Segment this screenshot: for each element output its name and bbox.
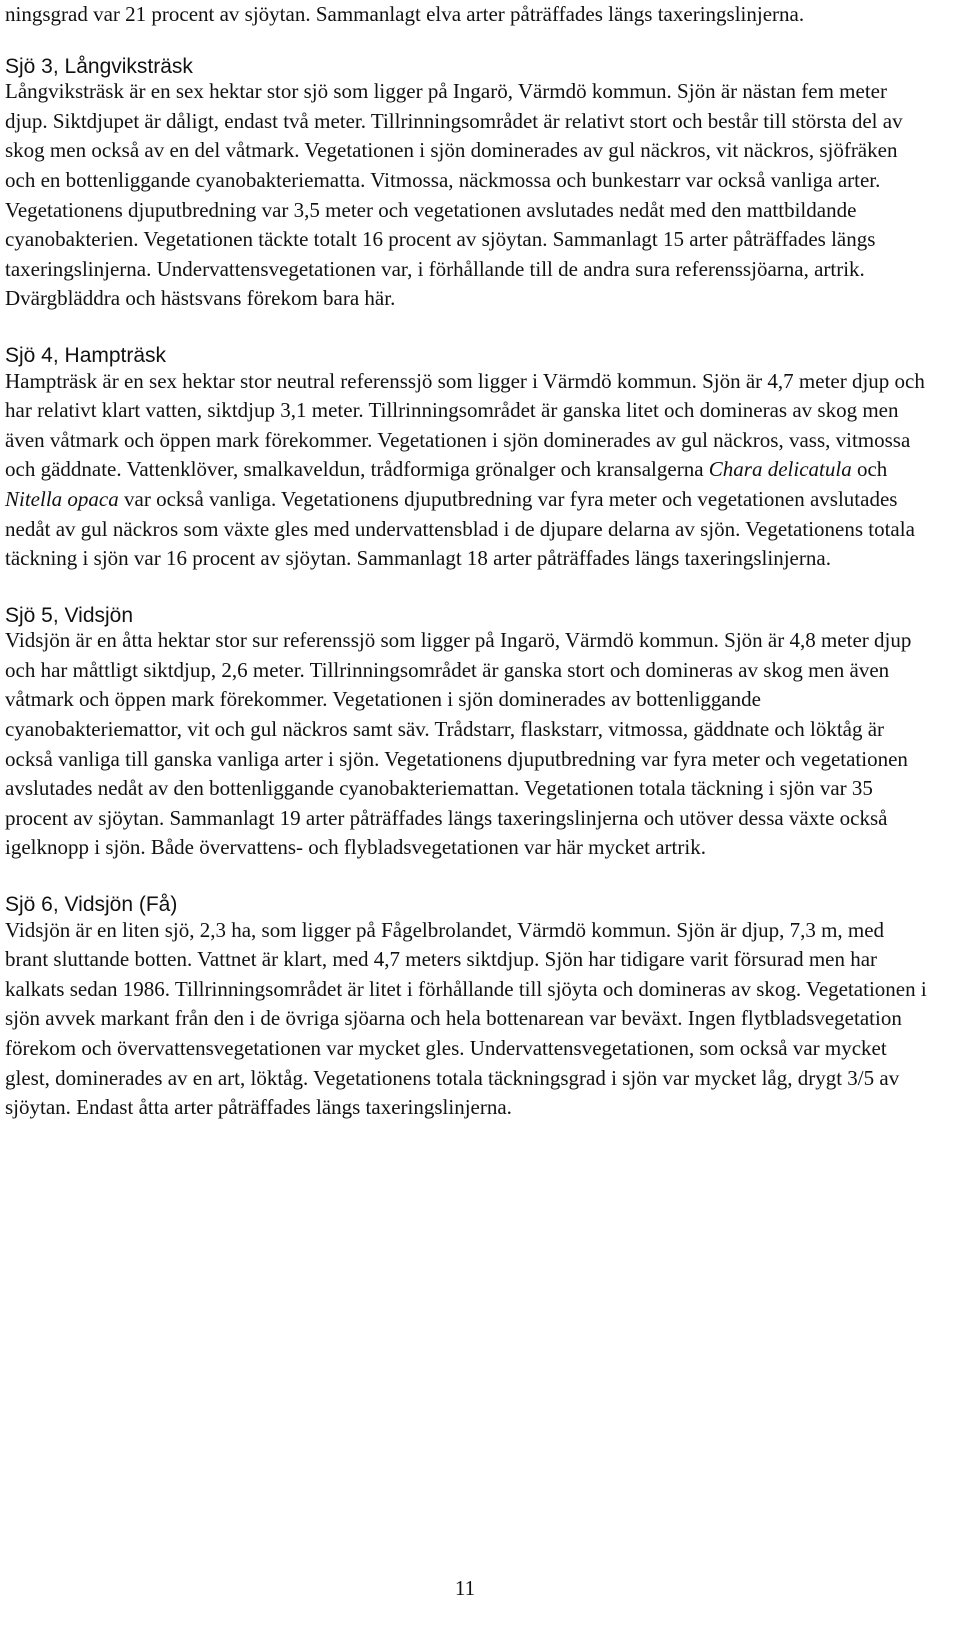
- section-body-sjo-6: Vidsjön är en liten sjö, 2,3 ha, som ligger på Fågelbrolandet, Värmdö kommun. Sjön är djup, 7,3 m, med brant sluttande botten. Vattnet är klart, med 4,7 meters siktdjup. Sjön har tidigare varit försurad men har kalkats sedan 1986. Tillrinningsområdet är litet i förhållande till sjöyta och domineras av skog. Vegetationen i sjön avvek markant från den i de övriga sjöarna och hela bottenarean var beväxt. Ingen flytbladsvegetation förekom och övervattensvegetationen var mycket gles. Undervattensvegetationen, som också var mycket glest, dominerades av en art, löktåg. Vegetationens totala täckningsgrad i sjön var mycket låg, drygt 3/5 av sjöytan. Endast åtta arter påträffades längs taxeringslinjerna.: [5, 917, 927, 1120]
- species-name-chara: Chara delicatula: [708, 457, 852, 482]
- section-body-sjo-5: Vidsjön är en åtta hektar stor sur referenssjö som ligger på Ingarö, Värmdö kommun. Sjön är 4,8 meter djup och har måttligt siktdjup, 2,6 meter. Tillrinningsområdet är ganska stort och domineras av skog men även våtmark och öppen mark förekommer. Vegetationen i sjön dominerades av bottenliggande cyanobakteriemattor, vit och gul näckros samt säv. Trådstarr, flaskstarr, vitmossa, gäddnate och löktåg är också vanliga till ganska vanliga arter i sjön. Vegetationens djuputbredning var fyra meter och vegetationen avslutades nedåt av den bottenliggande cyanobakteriemattan. Vegetationen totala täckning i sjön var 35 procent av sjöytan. Sammanlagt 19 arter påträffades längs taxeringslinjerna och utöver dessa växte också igelknopp i sjön. Både övervattens- och flybladsvegetationen var här mycket artrik.: [5, 628, 912, 860]
- section-body-sjo-4: [5, 367, 930, 574]
- species-name-nitella: Nitella opaca: [5, 486, 119, 511]
- page-number: 11: [454, 1576, 476, 1600]
- intro-paragraph: ningsgrad var 21 procent av sjöytan. Sammanlagt elva arter påträffades längs taxeringslinjerna.: [5, 2, 805, 26]
- section-heading-sjo-3: Sjö 3, Långviksträsk: [5, 54, 193, 78]
- body-text: Hampträsk är en sex hektar stor neutral referenssjö som ligger i Värmdö kommun. Sjön är 4,7 meter djup och har relativt klart vatten, siktdjup 3,1 meter. Tillrinningsområdet är ganska litet och domineras av skog men även våtmark och öppen mark förekommer. Vegetationen i sjön dominerades av gul näckros, vass, vitmossa och gäddnate. Vattenklöver, smalkaveldun, trådformiga grönalger och kransalgerna: [5, 368, 925, 482]
- body-text: var också vanliga. Vegetationens djuputbredning var fyra meter och vegetationen avslutades nedåt av gul näckros som växte gles med undervattensblad i de djupare delarna av sjön. Vegetationens totala täckning i sjön var 16 procent av sjöytan. Sammanlagt 18 arter påträffades längs taxeringslinjerna.: [5, 486, 915, 571]
- section-heading-sjo-6: Sjö 6, Vidsjön (Få): [5, 893, 178, 917]
- body-text: och: [851, 457, 888, 482]
- text-column: [5, 0, 930, 1123]
- section-heading-sjo-5: Sjö 5, Vidsjön: [5, 603, 134, 627]
- section-heading-sjo-4: Sjö 4, Hampträsk: [5, 343, 167, 367]
- section-body-sjo-3: Långviksträsk är en sex hektar stor sjö som ligger på Ingarö, Värmdö kommun. Sjön är nästan fem meter djup. Siktdjupet är dåligt, endast två meter. Tillrinningsområdet är relativt stort och består till största del av skog men också av en del våtmark. Vegetationen i sjön dominerades av gul näckros, vit näckros, sjöfräken och en bottenliggande cyanobakteriematta. Vitmossa, näckmossa och bunkestarr var också vanliga arter. Vegetationens djuputbredning var 3,5 meter och vegetationen avslutades nedåt med den mattbildande cyanobakterien. Vegetationen täckte totalt 16 procent av sjöytan. Sammanlagt 15 arter påträffades längs taxeringslinjerna. Undervattensvegetationen var, i förhållande till de andra sura referenssjöarna, artrik. Dvärgbläddra och hästsvans förekom bara här.: [5, 79, 903, 311]
